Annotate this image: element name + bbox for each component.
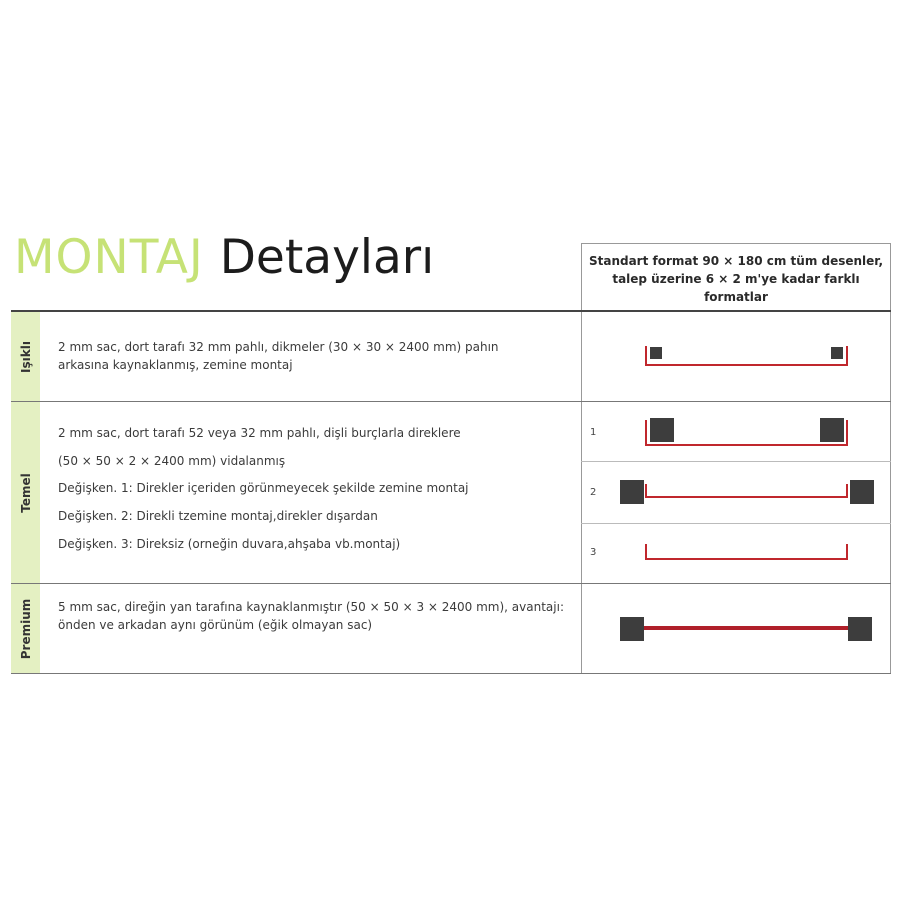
row-label-isikli: Işıklı bbox=[18, 340, 33, 373]
sidebar-temel bbox=[11, 402, 40, 583]
post-left bbox=[620, 617, 644, 641]
row-label-premium: Premium bbox=[18, 598, 33, 659]
profile-bottom bbox=[645, 444, 848, 446]
temel-line-2: (50 × 50 × 2 × 2400 mm) vidalanmış bbox=[58, 454, 286, 468]
diagram-temel-variant-3 bbox=[581, 524, 891, 583]
profile-left bbox=[645, 484, 647, 498]
page-title bbox=[14, 226, 434, 290]
variant-number-2: 2 bbox=[590, 487, 597, 498]
temel-line-4: Değişken. 2: Direkli tzemine montaj,direkler dışardan bbox=[58, 509, 378, 523]
title-rest: Detayları bbox=[219, 230, 435, 285]
premium-description: 5 mm sac, direğin yan tarafına kaynaklanmıştır (50 × 50 × 3 × 2400 mm), avantajı: önden ve arkadan aynı görünüm (eğik olmayan sac) bbox=[58, 600, 564, 632]
profile-left bbox=[645, 420, 647, 446]
title-accent: MONTAJ bbox=[14, 230, 204, 285]
diagram-premium bbox=[581, 584, 891, 673]
row-divider-bottom bbox=[11, 673, 891, 674]
temel-line-3: Değişken. 1: Direkler içeriden görünmeyecek şekilde zemine montaj bbox=[58, 481, 469, 495]
profile-bottom bbox=[645, 558, 848, 560]
diagram-temel-variant-1 bbox=[581, 402, 891, 461]
post-left bbox=[650, 418, 674, 442]
format-header-text: Standart format 90 × 180 cm tüm desenler, talep üzerine 6 × 2 m'ye kadar farklı formatlar bbox=[588, 254, 884, 304]
post-right bbox=[820, 418, 844, 442]
temel-line-5: Değişken. 3: Direksiz (orneğin duvara,ahşaba vb.montaj) bbox=[58, 537, 401, 551]
profile-right bbox=[846, 420, 848, 446]
profile-bottom bbox=[645, 364, 848, 366]
isikli-description: 2 mm sac, dort tarafı 32 mm pahlı, dikmeler (30 × 30 × 2400 mm) pahın arkasına kaynaklanmış, zemine montaj bbox=[58, 340, 499, 372]
profile-right bbox=[846, 544, 848, 560]
profile-right bbox=[846, 346, 848, 366]
diagram-isikli bbox=[581, 312, 891, 401]
post-right bbox=[850, 480, 874, 504]
sidebar-isikli bbox=[11, 312, 40, 401]
profile-right bbox=[846, 484, 848, 498]
post-right bbox=[848, 617, 872, 641]
post-right bbox=[831, 347, 843, 359]
profile-bottom bbox=[645, 496, 848, 498]
temel-line-1: 2 mm sac, dort tarafı 52 veya 32 mm pahlı, dişli burçlarla direklere bbox=[58, 426, 461, 440]
post-left bbox=[620, 480, 644, 504]
post-left bbox=[650, 347, 662, 359]
profile-left bbox=[645, 346, 647, 366]
sheet-bar bbox=[644, 626, 848, 630]
format-header-cell bbox=[581, 243, 891, 310]
row-label-temel: Temel bbox=[18, 472, 33, 513]
variant-number-3: 3 bbox=[590, 547, 597, 558]
profile-left bbox=[645, 544, 647, 560]
diagram-temel-variant-2 bbox=[581, 462, 891, 523]
sidebar-premium bbox=[11, 584, 40, 673]
variant-number-1: 1 bbox=[590, 427, 597, 438]
